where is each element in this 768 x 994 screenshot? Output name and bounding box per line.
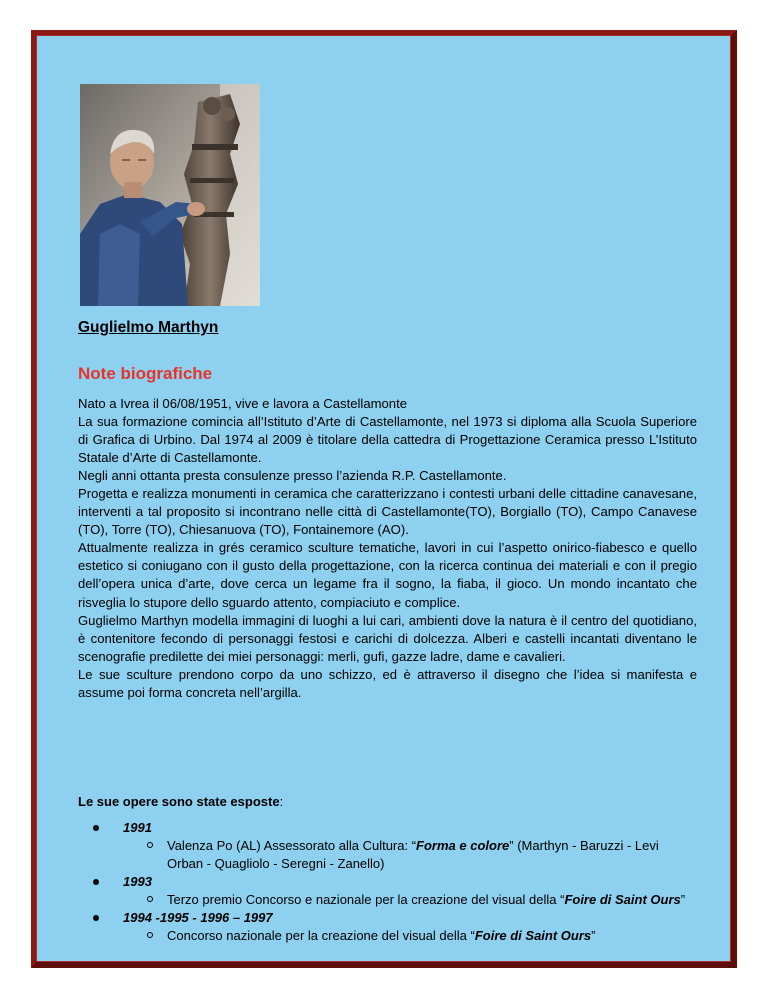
- exhibition-item: [37, 909, 737, 945]
- exhibition-item: [37, 819, 737, 873]
- exhibition-year: 1993: [123, 874, 152, 889]
- artist-photo: [80, 84, 260, 306]
- exhibition-title: Foire di Saint Ours: [474, 928, 592, 943]
- exhibition-title: Forma e colore: [416, 838, 510, 853]
- bullet-icon: [93, 825, 99, 831]
- exhibitions-list: [37, 819, 737, 945]
- exhibition-item: [37, 873, 737, 909]
- exhibition-text-post: ”: [591, 928, 596, 943]
- bio-paragraph: Attualmente realizza in grés ceramico sculture tematiche, lavori in cui l’aspetto onirico-fiabesco e quello estetico si coniugano con il gusto della progettazione, con la ricerca continua dei materiali e con il pregio dell’opera unica d’arte, dove cerca un legame fra il sogno, la fiaba, il gioco. Un mondo incantato che risveglia lo stupore dello sguardo attento, compiaciuto e complice.: [78, 540, 697, 610]
- exhibition-description: [167, 837, 687, 873]
- circle-bullet-icon: [147, 842, 153, 848]
- exhibitions-intro-bold: Le sue opere sono state esposte: [78, 794, 280, 809]
- exhibitions-intro: [78, 794, 283, 809]
- bio-paragraph: Negli anni ottanta presta consulenze presso l’azienda R.P. Castellamonte.: [78, 468, 507, 484]
- exhibitions-intro-colon: :: [279, 794, 284, 809]
- bullet-icon: [93, 915, 99, 921]
- bio-paragraph: Progetta e realizza monumenti in ceramica che caratterizzano i contesti urbani delle cittadine canavesane, interventi a tal proposito si incontrano nelle città di Castellamonte(TO), Borgiallo (TO), Campo Canavese (TO), Torre (TO), Chiesanuova (TO), Fontainemore (AO).: [78, 486, 697, 538]
- exhibition-text-post: ”: [680, 892, 686, 907]
- exhibition-description: [167, 891, 687, 909]
- page-content: [36, 35, 731, 962]
- bio-paragraph: Nato a Ivrea il 06/08/1951, vive e lavora a Castellamonte: [78, 396, 407, 411]
- exhibition-year: 1991: [123, 820, 152, 835]
- exhibition-description: [167, 927, 687, 945]
- bullet-icon: [93, 879, 99, 885]
- bio-paragraph: Le sue sculture prendono corpo da uno schizzo, ed è attraverso il disegno che l’idea si manifesta e assume poi forma concreta nell’argilla.: [78, 666, 697, 700]
- bio-paragraph: La sua formazione comincia all’Istituto d’Arte di Castellamonte, nel 1973 si diploma alla Scuola Superiore di Grafica di Urbino. Dal 1974 al 2009 è titolare della cattedra di Progettazione Ceramica presso L’Istituto Statale d’Arte di Castellamonte.: [78, 414, 697, 466]
- exhibition-title: Foire di Saint Ours: [564, 892, 681, 907]
- exhibition-text-pre: Valenza Po (AL) Assessorato alla Cultura: “: [167, 838, 417, 853]
- exhibition-year: 1994 -1995 - 1996 – 1997: [123, 910, 273, 925]
- page-frame: [31, 30, 737, 968]
- artist-name-heading: Guglielmo Marthyn: [78, 319, 219, 336]
- circle-bullet-icon: [147, 896, 153, 902]
- biography-text: [78, 395, 697, 702]
- exhibition-text-pre: Concorso nazionale per la creazione del visual della “: [167, 928, 475, 943]
- exhibition-text-post: ” (Marthyn - Baruzzi - Levi Orban - Quagliolo - Seregni - Zanello): [167, 838, 659, 871]
- exhibition-text-pre: Terzo premio Concorso e nazionale per la creazione del visual della “: [167, 892, 565, 907]
- bio-notes-heading: Note biografiche: [78, 364, 213, 383]
- bio-paragraph: Guglielmo Marthyn modella immagini di luoghi a lui cari, ambienti dove la natura è il centro del quotidiano, è contenitore fecondo di personaggi festosi e carichi di dolcezza. Alberi e castelli incantati diventano le scenografie predilette dei miei personaggi: merli, gufi, gazze ladre, dame e cavalieri.: [78, 612, 697, 664]
- circle-bullet-icon: [147, 932, 153, 938]
